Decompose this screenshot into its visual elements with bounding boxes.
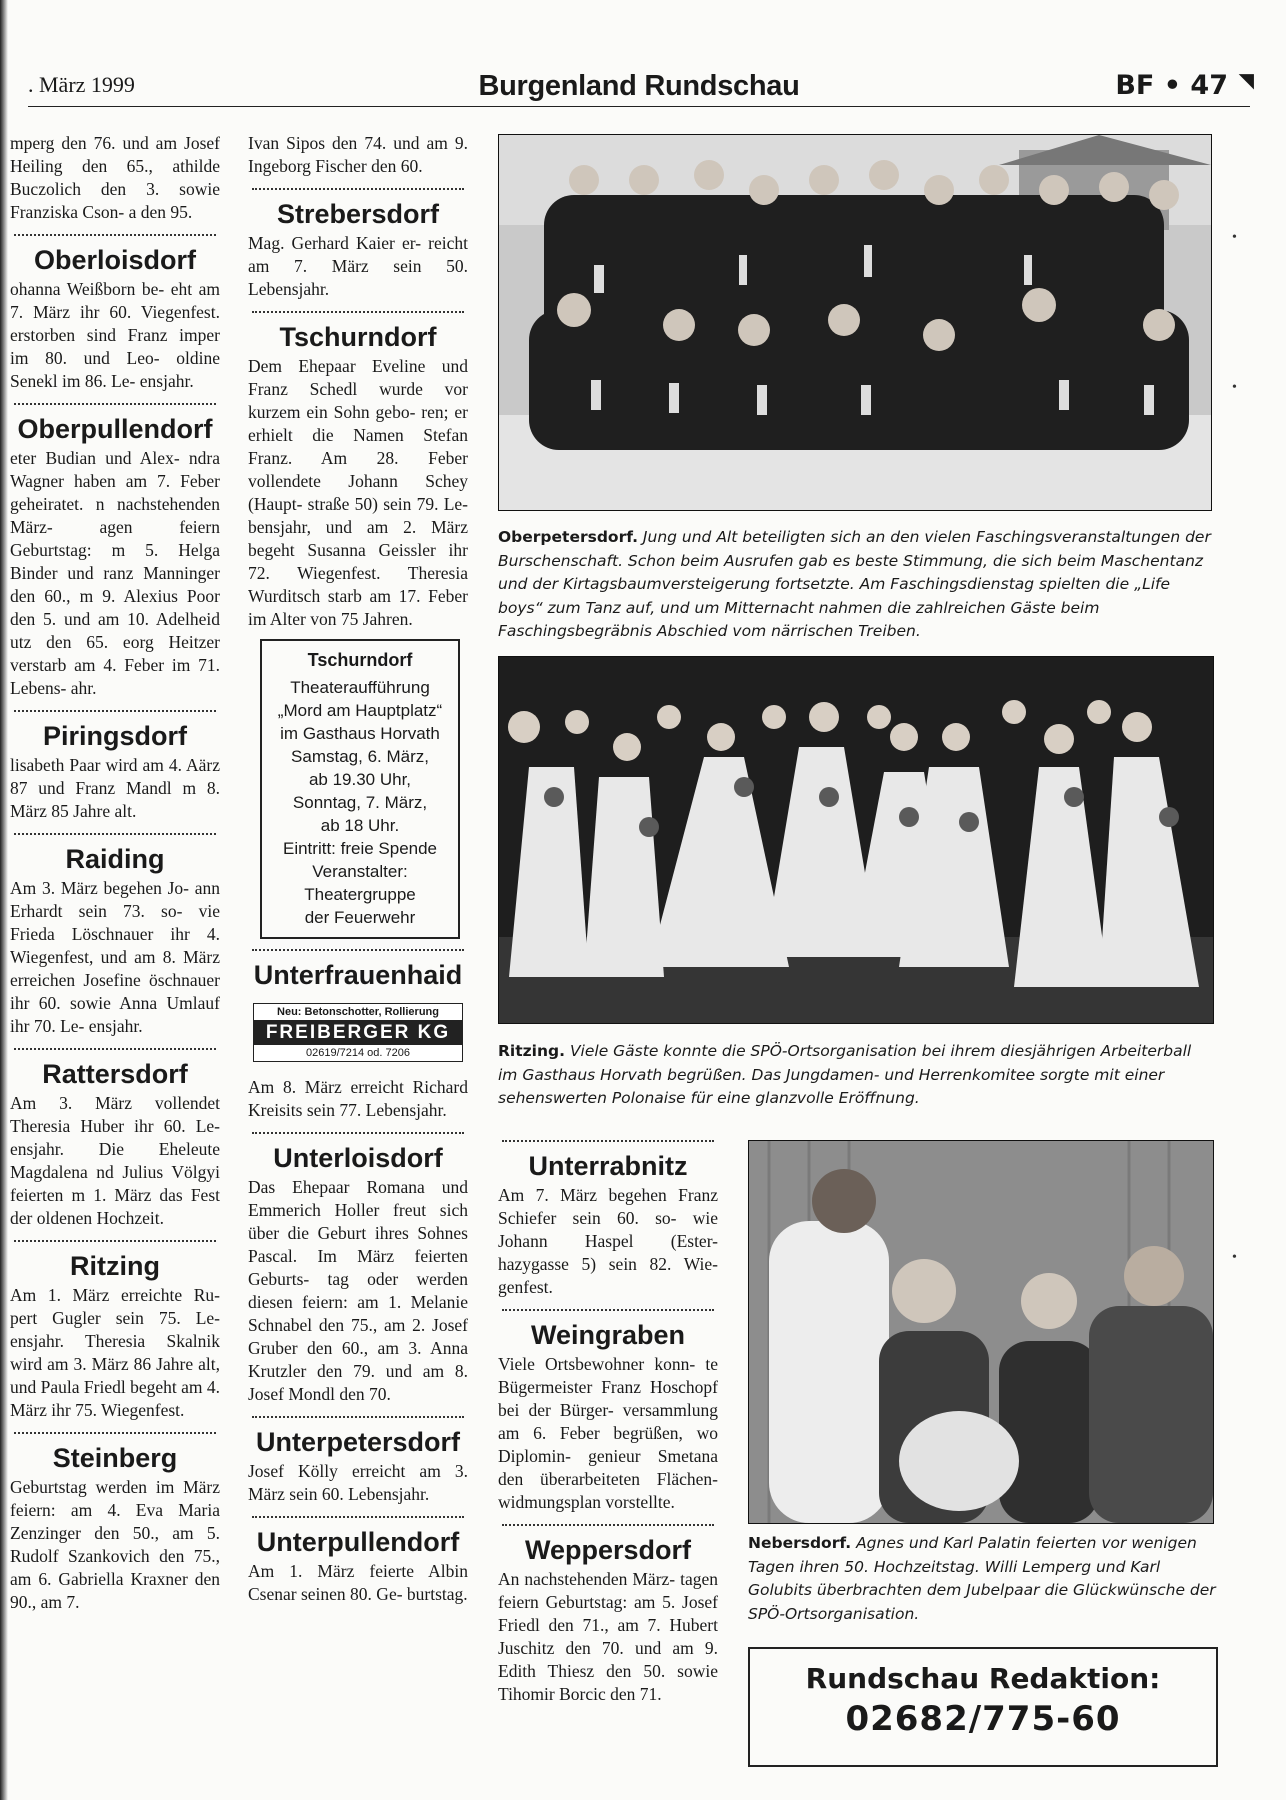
print-dot-icon: • xyxy=(1232,380,1237,395)
article-text: Am 8. März erreicht Richard Kreisits sein 77. Lebensjahr. xyxy=(248,1077,468,1120)
caption-place: Oberpetersdorf. xyxy=(498,528,638,546)
town-heading: Rattersdorf xyxy=(42,1059,188,1089)
print-dot-icon: • xyxy=(1232,1250,1237,1265)
box-line: ab 18 Uhr. xyxy=(320,816,400,835)
photo-anniversary xyxy=(748,1140,1214,1524)
photo-group-men xyxy=(498,134,1212,511)
town-heading: Unterpetersdorf xyxy=(255,1427,461,1457)
dotted-divider xyxy=(502,1140,714,1142)
page-binding-edge xyxy=(0,0,8,1800)
ad-phone: 02619/7214 od. 7206 xyxy=(254,1045,462,1061)
article-text: Mag. Gerhard Kaier er- reicht am 7. März sein 50. Lebensjahr. xyxy=(248,233,468,299)
article-text: Viele Ortsbewohner konn- te Bügermeister Franz Hoschopf bei der Bürger- versammlung am 6. Feber begrüßen, wo Diplomin- genieur Smetana den überarbeiteten Flächen- widmungsplan vorstellte. xyxy=(498,1354,718,1512)
ad-company: FREIBERGER KG xyxy=(254,1021,462,1045)
article-text: Am 3. März begehen Jo- ann Erhardt sein 73. so- vie Frieda Löschnauer ihr 4. Wiegenfest, und am 8. März erreichen Josefine öschnauer ihr 60. sowie Anna Umlauf ihr 70. Le- ensjahr. xyxy=(10,878,220,1036)
town-heading: Unterrabnitz xyxy=(528,1151,688,1181)
town-heading: Weppersdorf xyxy=(524,1535,692,1565)
photo-caption xyxy=(498,526,1214,644)
column-2 xyxy=(248,132,468,1606)
town-heading: Raiding xyxy=(65,844,165,874)
corner-mark-icon: ◥ xyxy=(1238,70,1254,92)
dotted-divider xyxy=(252,949,464,951)
box-line: Samstag, 6. März, xyxy=(291,747,429,766)
caption-place: Nebersdorf. xyxy=(748,1534,852,1552)
town-heading: Oberpullendorf xyxy=(17,414,213,444)
town-heading: Weingraben xyxy=(530,1320,686,1350)
ad-line: Neu: Betonschotter, Rollierung xyxy=(254,1004,462,1021)
box-line: Eintritt: freie Spende xyxy=(282,839,438,858)
box-line: der Feuerwehr xyxy=(304,908,416,927)
town-heading: Piringsdorf xyxy=(42,721,187,751)
header-date: . März 1999 xyxy=(28,72,135,97)
article-text: lisabeth Paar wird am 4. Aärz 87 und Franz Mandl m 8. März 85 Jahre alt. xyxy=(10,755,220,821)
caption-text: Agnes und Karl Palatin feierten vor wenigen Tagen ihren 50. Hochzeitstag. Willi Lemperg und Karl Golubits überbrachten dem Jubelpaar die Glückwünsche der SPÖ-Ortsorganisation. xyxy=(748,1534,1216,1623)
event-announcement-box xyxy=(260,639,460,939)
print-dot-icon: • xyxy=(1232,230,1237,245)
dotted-divider xyxy=(14,1048,216,1050)
town-heading: Tschurndorf xyxy=(279,322,437,352)
dotted-divider xyxy=(14,234,216,236)
dotted-divider xyxy=(252,1132,464,1134)
article-text: An nachstehenden März- tagen feiern Geburtstag: am 5. Josef Friedl den 71., am 7. Hubert Juschitz den 70. und am 9. Edith Thiesz den 50. sowie Tihomir Borcic den 71. xyxy=(498,1569,718,1704)
article-text: Das Ehepaar Romana und Emmerich Holler freut sich über die Geburt ihres Sohnes Pascal. Im März feierten Geburts- tag oder werden diesen feiern: am 1. Melanie Schnabel den 75., am 2. Josef Gruber den 60., am 3. Anna Krutzler den 79. und am 8. Josef Mondl den 70. xyxy=(248,1177,468,1404)
dotted-divider xyxy=(252,311,464,313)
town-heading: Unterloisdorf xyxy=(273,1143,443,1173)
box-line: Theatergruppe xyxy=(304,885,416,904)
editorial-contact-box xyxy=(748,1647,1218,1767)
article-text: eter Budian und Alex- ndra Wagner haben am 7. Feber geheiratet. n nachstehenden März- agen feiern Geburtstag: m 5. Helga Binder und ranz Manninger den 60., m 9. Alexius Poor den 5. und am 10. Adelheid utz den 65. eorg Heitzer verstarb am 4. Feber im 71. Lebens- ahr. xyxy=(10,448,220,698)
newspaper-title: Burgenland Rundschau xyxy=(478,70,800,102)
dotted-divider xyxy=(14,403,216,405)
column-1 xyxy=(10,132,220,1614)
page-header xyxy=(28,70,1254,107)
box-line: Theateraufführung xyxy=(290,678,430,697)
caption-place: Ritzing. xyxy=(498,1042,566,1060)
dotted-divider xyxy=(252,1416,464,1418)
photo-caption xyxy=(748,1532,1218,1626)
dotted-divider xyxy=(14,833,216,835)
editorial-contact-title: Rundschau Redaktion: xyxy=(805,1662,1161,1695)
article-text: Ivan Sipos den 74. und am 9. Ingeborg Fischer den 60. xyxy=(248,133,468,176)
article-text: Geburtstag werden im März feiern: am 4. Eva Maria Zenzinger den 50., am 5. Rudolf Szankovich den 75., am 6. Gabriella Kraxner den 90., am 7. xyxy=(10,1477,220,1612)
dotted-divider xyxy=(14,710,216,712)
box-title: Tschurndorf xyxy=(307,650,413,670)
photo-caption xyxy=(498,1040,1214,1111)
town-heading: Ritzing xyxy=(70,1251,160,1281)
article-text: Am 3. März vollendet Theresia Huber ihr 60. Le- ensjahr. Die Eheleute Magdalena nd Julius Völgyi feierten m 1. März das Fest der oldenen Hochzeit. xyxy=(10,1093,220,1228)
town-heading: Strebersdorf xyxy=(276,199,440,229)
box-line: Sonntag, 7. März, xyxy=(292,793,428,812)
caption-text: Viele Gäste konnte die SPÖ-Ortsorganisation bei ihrem diesjährigen Arbeiterball im Gasthaus Horvath begrüßen. Das Jungdamen- und Herrenkomitee sorgte mit einer sehenswerten Polonaise für eine glanzvolle Eröffnung. xyxy=(498,1042,1192,1107)
dotted-divider xyxy=(502,1309,714,1311)
article-text: ohanna Weißborn be- eht am 7. März ihr 60. Viegenfest. erstorben sind Franz imper im 80. und Leo- oldine Senekl im 86. Le- ensjahr. xyxy=(10,279,220,391)
editorial-phone-number: 02682/775-60 xyxy=(845,1699,1121,1739)
town-heading: Unterfrauenhaid xyxy=(253,960,463,990)
column-3 xyxy=(498,1140,718,1706)
caption-text: Jung und Alt beteiligten sich an den vielen Faschingsveranstaltungen der Burschenschaft. Schon beim Ausrufen gab es beste Stimmung, die sich beim Maschentanz und der Kirtagsbaumversteigerung fortsetzte. Am Faschingsdienstag spielten die „Life boys“ zum Tanz auf, und um Mitternacht nahmen die zahlreichen Gäste beim Faschingsbegräbnis Abschied vom närrischen Treiben. xyxy=(498,528,1211,640)
town-heading: Oberloisdorf xyxy=(33,245,196,275)
article-text: Dem Ehepaar Eveline und Franz Schedl wurde vor kurzem ein Sohn gebo- ren; er erhielt die Namen Stefan Franz. Am 28. Feber vollendete Johann Schey (Haupt- straße 50) sein 79. Le- bensjahr, und am 2. März begeht Susanna Geissler ihr 72. Wiegenfest. Theresia Wurditsch starb am 17. Feber im Alter von 75 Jahren. xyxy=(248,356,468,629)
photo-ball-image xyxy=(499,657,1213,1023)
box-line: „Mord am Hauptplatz“ xyxy=(277,701,443,720)
dotted-divider xyxy=(252,188,464,190)
photo-anniversary-image xyxy=(749,1141,1213,1523)
dotted-divider xyxy=(14,1240,216,1242)
article-text: Am 7. März begehen Franz Schiefer sein 60. so- wie Johann Haspel (Ester- hazygasse 5) sein 82. Wie- genfest. xyxy=(498,1185,718,1297)
box-line: Veranstalter: xyxy=(312,862,408,881)
photo-group-men-image xyxy=(499,135,1211,510)
article-text: Am 1. März erreichte Ru- pert Gugler sein 75. Le- ensjahr. Theresia Skalnik wird am 3. März 86 Jahre alt, und Paula Friedl begeht am 4. März ihr 75. Wiegenfest. xyxy=(10,1285,220,1420)
town-heading: Steinberg xyxy=(52,1443,178,1473)
page-number: BF • 47 xyxy=(1115,70,1228,101)
article-text: mperg den 76. und am Josef Heiling den 65., athilde Buczolich den 3. sowie Franziska Cson- a den 95. xyxy=(10,133,220,222)
advertisement xyxy=(253,1003,463,1062)
dotted-divider xyxy=(252,1516,464,1518)
article-text: Am 1. März feierte Albin Csenar seinen 80. Ge- burtstag. xyxy=(248,1561,468,1604)
dotted-divider xyxy=(14,1432,216,1434)
box-line: ab 19.30 Uhr, xyxy=(308,770,412,789)
article-text: Josef Kölly erreicht am 3. März sein 60. Lebensjahr. xyxy=(248,1461,468,1504)
dotted-divider xyxy=(502,1524,714,1526)
photo-ball-polonaise xyxy=(498,656,1214,1024)
town-heading: Unterpullendorf xyxy=(256,1527,460,1557)
box-line: im Gasthaus Horvath xyxy=(280,724,440,743)
